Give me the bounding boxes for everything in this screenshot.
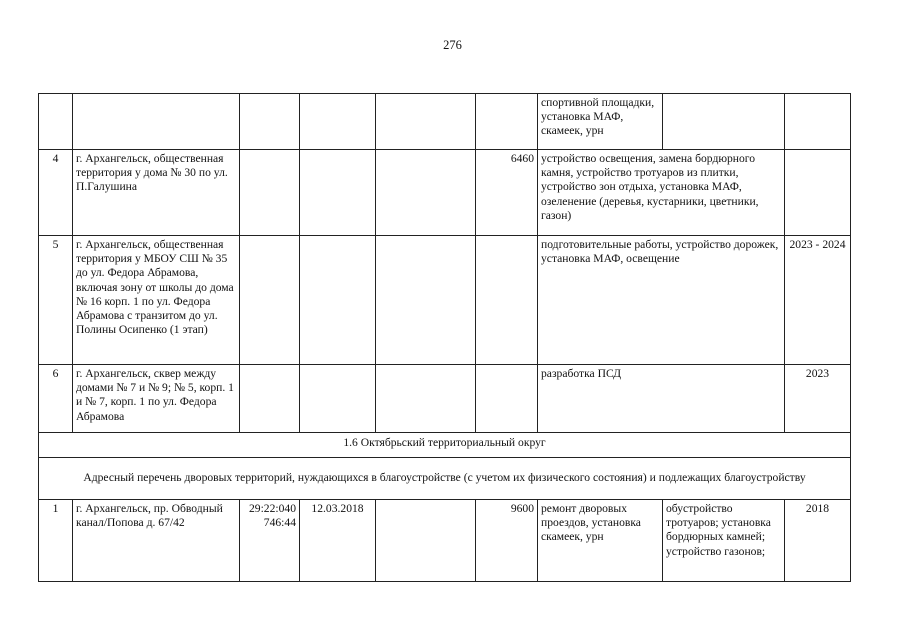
row-number: 5 — [39, 236, 73, 365]
works-extra-cell: обустройство тротуаров; установка бордюрных камней; устройство газонов; — [663, 500, 785, 582]
years-cell: 2018 — [785, 500, 851, 582]
works-cell: ремонт дворовых проездов, установка скамеек, урн — [538, 500, 663, 582]
row-number: 1 — [39, 500, 73, 582]
cadastral-cell — [240, 365, 300, 433]
empty-cell — [376, 94, 476, 150]
date-cell: 12.03.2018 — [300, 500, 376, 582]
empty-cell — [376, 150, 476, 236]
area-cell — [476, 94, 538, 150]
date-cell — [300, 150, 376, 236]
area-cell: 9600 — [476, 500, 538, 582]
page-number: 276 — [443, 38, 462, 52]
cadastral-cell: 29:22:040 746:44 — [240, 500, 300, 582]
row-number — [39, 94, 73, 150]
years-cell — [785, 150, 851, 236]
address-cell: г. Архангельск, сквер между домами № 7 и № 9; № 5, корп. 1 и № 7, корп. 1 по ул. Федора Абрамова — [73, 365, 240, 433]
works-cell: устройство освещения, замена бордюрного камня, устройство тротуаров из плитки, устройство зон отдыха, установка МАФ, озеленение (деревья, кустарники, цветники, газон) — [538, 150, 785, 236]
row-number: 6 — [39, 365, 73, 433]
section-row — [39, 433, 851, 458]
empty-cell — [376, 365, 476, 433]
address-cell: г. Архангельск, общественная территория у дома № 30 по ул. П.Галушина — [73, 150, 240, 236]
area-cell — [476, 236, 538, 365]
date-cell — [300, 365, 376, 433]
table-row — [39, 365, 851, 433]
works-cell: подготовительные работы, устройство дорожек, установка МАФ, освещение — [538, 236, 785, 365]
years-cell: 2023 - 2024 — [785, 236, 851, 365]
cadastral-cell — [240, 150, 300, 236]
section-title: 1.6 Октябрьский территориальный округ — [39, 433, 851, 458]
address-cell: г. Архангельск, общественная территория у МБОУ СШ № 35 до ул. Федора Абрамова, включая зону от школы до дома № 16 корп. 1 по ул. Федора Абрамова с транзитом до ул. Полины Осипенко (1 этап) — [73, 236, 240, 365]
table-row — [39, 94, 851, 150]
works-cell: разработка ПСД — [538, 365, 785, 433]
subheader-row — [39, 458, 851, 500]
register-table — [38, 93, 851, 582]
cadastral-cell — [240, 236, 300, 365]
date-cell — [300, 236, 376, 365]
empty-cell — [376, 500, 476, 582]
area-cell: 6460 — [476, 150, 538, 236]
table-row — [39, 236, 851, 365]
years-cell — [785, 94, 851, 150]
date-cell — [300, 94, 376, 150]
area-cell — [476, 365, 538, 433]
works-extra-cell — [663, 94, 785, 150]
empty-cell — [376, 236, 476, 365]
years-cell: 2023 — [785, 365, 851, 433]
row-number: 4 — [39, 150, 73, 236]
address-cell: г. Архангельск, пр. Обводный канал/Попова д. 67/42 — [73, 500, 240, 582]
subheader-text: Адресный перечень дворовых территорий, нуждающихся в благоустройстве (с учетом их физического состояния) и подлежащих благоустройству — [39, 458, 851, 500]
table-row — [39, 500, 851, 582]
table-row — [39, 150, 851, 236]
cadastral-cell — [240, 94, 300, 150]
address-cell — [73, 94, 240, 150]
works-cell: спортивной площадки, установка МАФ, скамеек, урн — [538, 94, 663, 150]
